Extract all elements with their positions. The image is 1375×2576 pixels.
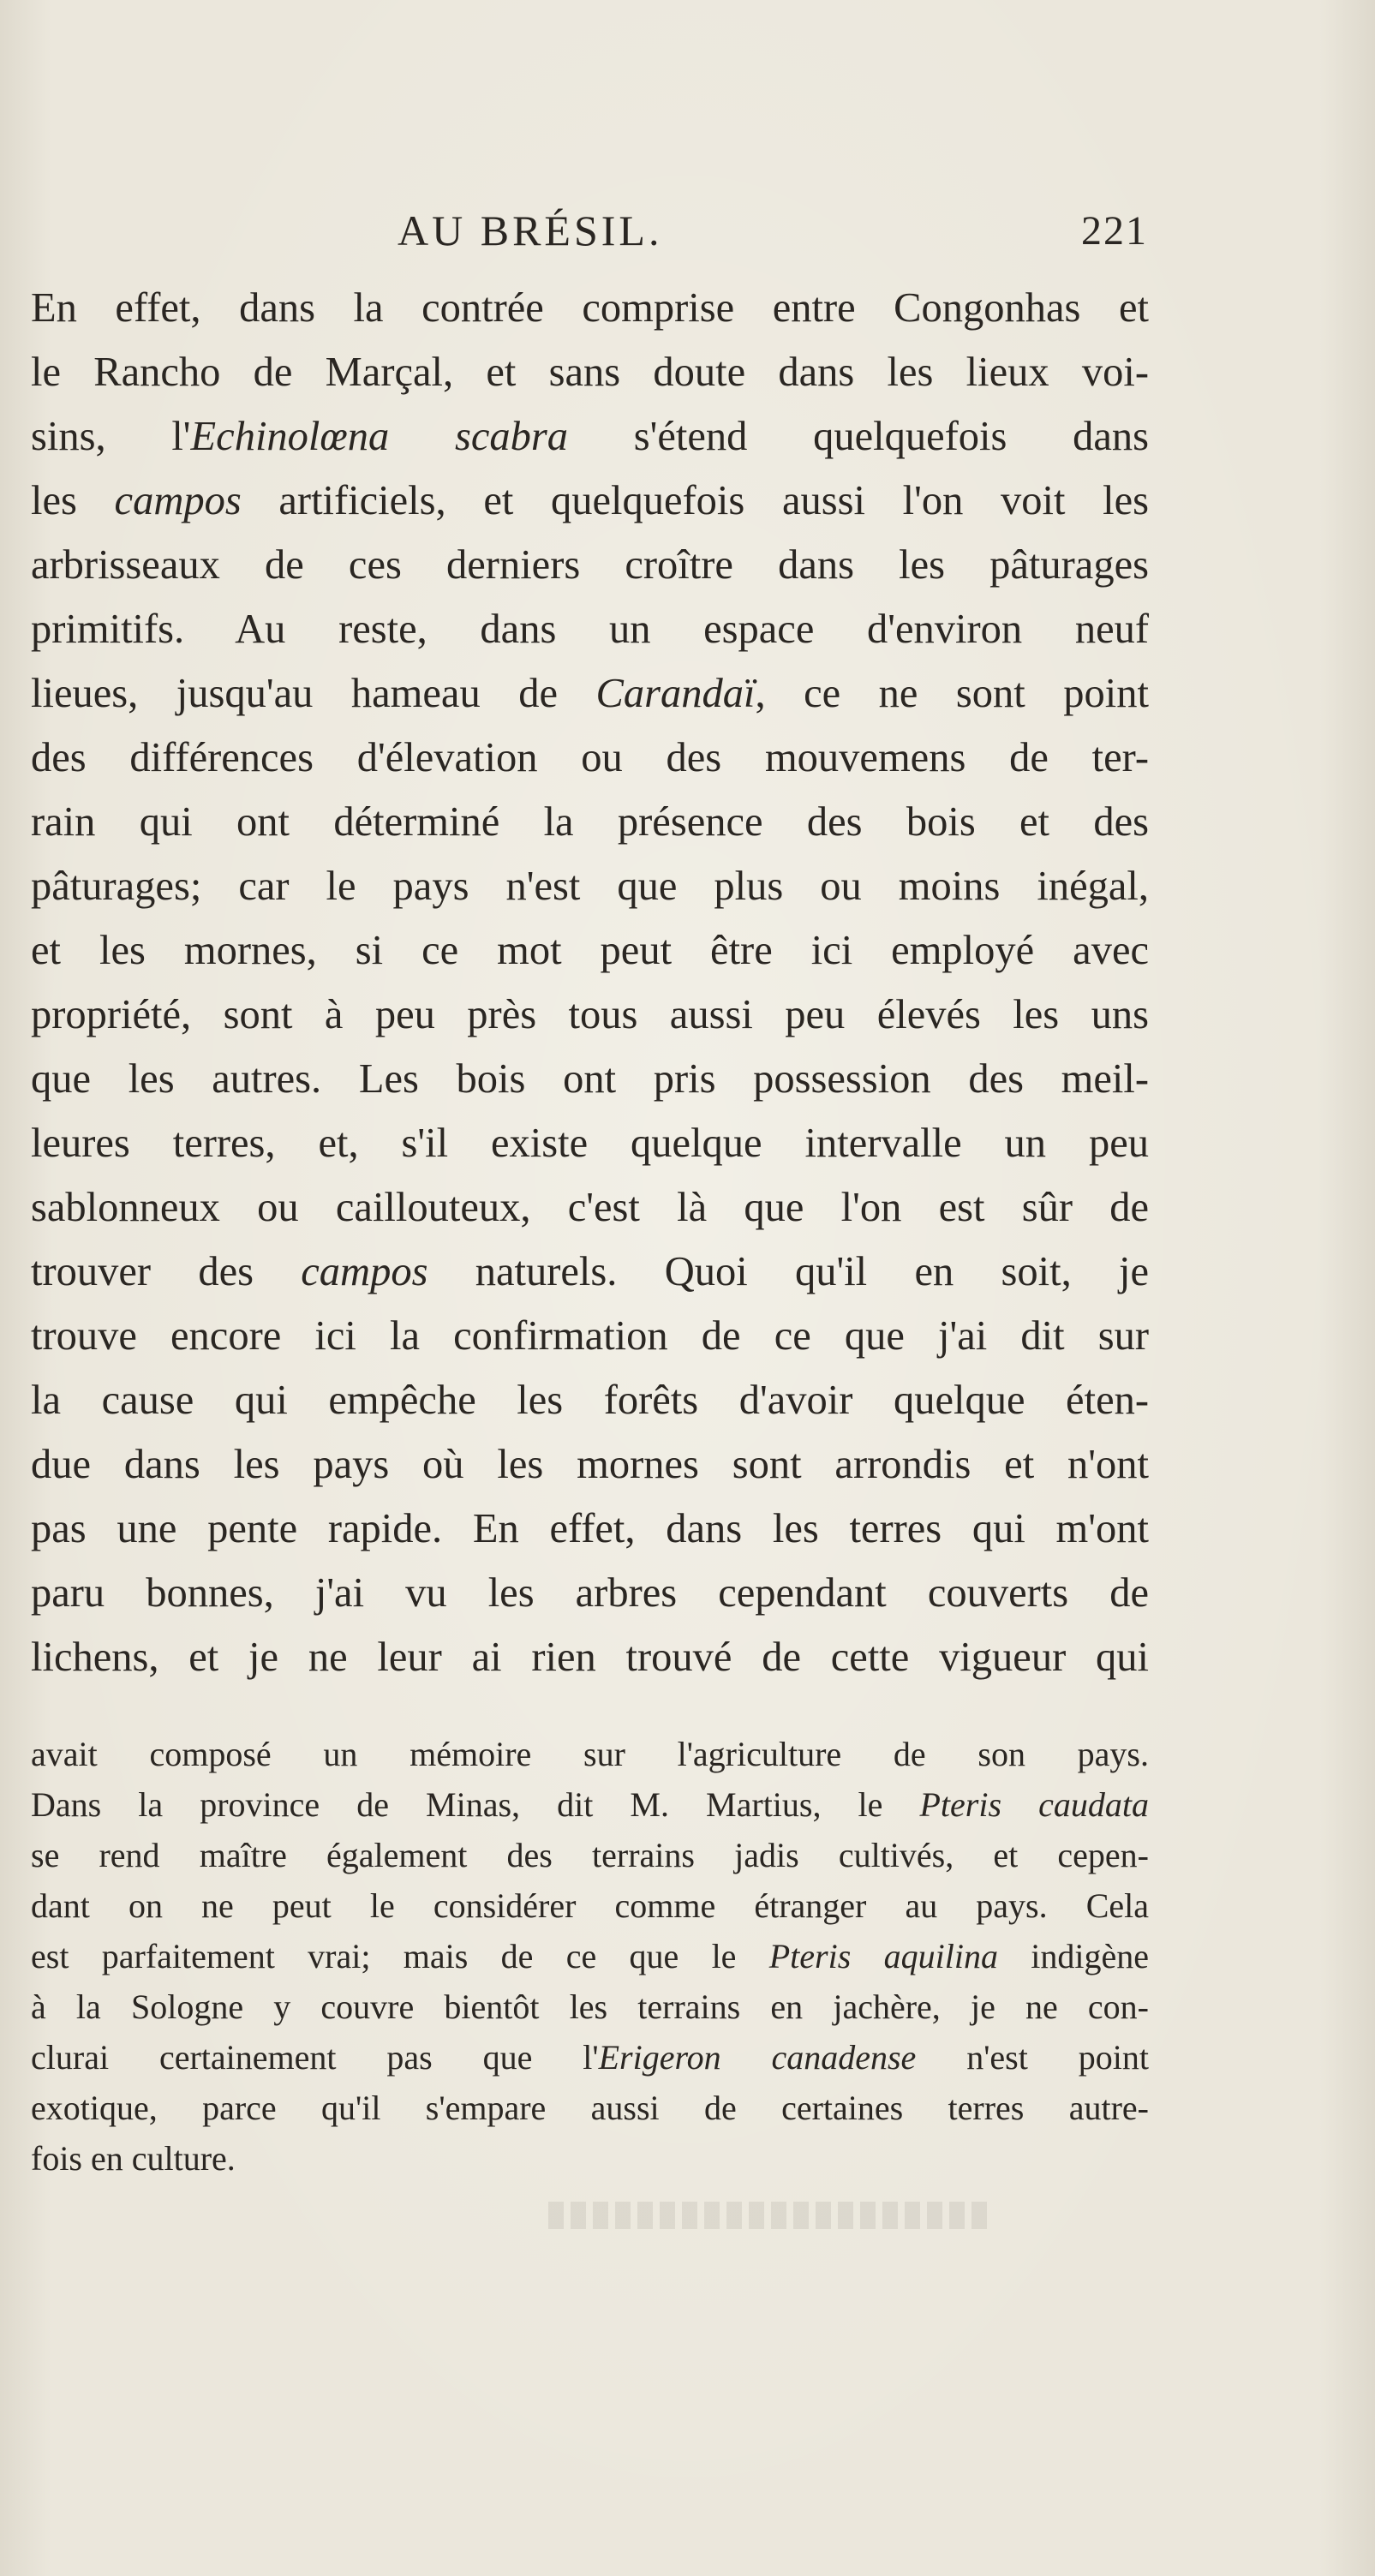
footnote-line <box>31 2083 1149 2133</box>
footnote-line <box>31 1981 1149 2032</box>
text-run: sins, l' <box>31 414 191 459</box>
text-run: et les mornes, si ce mot peut être ici employé avec <box>31 928 1149 973</box>
footnote-line <box>31 2032 1149 2083</box>
text-run: naturels. Quoi qu'il en soit, je <box>427 1249 1149 1294</box>
footnote-line <box>31 1830 1149 1880</box>
body-line <box>31 1497 1149 1561</box>
text-run: arbrisseaux de ces derniers croître dans les pâturages <box>31 542 1149 588</box>
text-run: indigène <box>997 1937 1149 1975</box>
text-run: le Rancho de Marçal, et sans doute dans les lieux voi- <box>31 350 1149 395</box>
text-run: lieues, jusqu'au hameau de <box>31 671 596 716</box>
text-run: les <box>31 478 115 523</box>
text-run: à la Sologne y couvre bientôt les terrains en jachère, je ne con- <box>31 1987 1149 2026</box>
text-run: primitifs. Au reste, dans un espace d'environ neuf <box>31 607 1149 652</box>
footnote-line <box>31 1729 1149 1779</box>
text-run: trouve encore ici la confirmation de ce que j'ai dit sur <box>31 1313 1149 1359</box>
body-line <box>31 469 1149 533</box>
italic-term: campos <box>301 1249 428 1294</box>
body-line <box>31 790 1149 854</box>
text-run: dant on ne peut le considérer comme étranger au pays. Cela <box>31 1886 1149 1925</box>
text-run: Dans la province de Minas, dit M. Martius, le <box>31 1785 920 1824</box>
body-line <box>31 854 1149 918</box>
text-run: fois en culture. <box>31 2139 236 2178</box>
text-run: trouver des <box>31 1249 302 1294</box>
text-run: propriété, sont à peu près tous aussi peu élevés les uns <box>31 992 1149 1037</box>
body-line <box>31 983 1149 1047</box>
text-run: artificiels, et quelquefois aussi l'on voit les <box>241 478 1149 523</box>
italic-term: campos <box>114 478 242 523</box>
text-run: la cause qui empêche les forêts d'avoir quelque éten- <box>31 1378 1149 1423</box>
text-run: s'étend quelquefois dans <box>568 414 1149 459</box>
footnote-block <box>31 1729 1149 2184</box>
text-run: paru bonnes, j'ai vu les arbres cependant couverts de <box>31 1570 1149 1616</box>
text-run: n'est point <box>916 2038 1149 2077</box>
italic-term: Erigeron canadense <box>598 2038 917 2077</box>
text-run: que les autres. Les bois ont pris possession des meil- <box>31 1056 1149 1102</box>
body-line <box>31 661 1149 726</box>
text-run: pas une pente rapide. En effet, dans les terres qui m'ont <box>31 1506 1149 1551</box>
italic-term: Pteris aquilina <box>768 1937 998 1975</box>
footnote-line <box>31 1931 1149 1981</box>
body-line <box>31 1368 1149 1432</box>
text-run: leures terres, et, s'il existe quelque intervalle un peu <box>31 1121 1149 1166</box>
body-line <box>31 1111 1149 1175</box>
text-run: pâturages; car le pays n'est que plus ou moins inégal, <box>31 864 1149 909</box>
text-run: lichens, et je ne leur ai rien trouvé de cette vigueur qui <box>31 1635 1149 1680</box>
text-run: avait composé un mémoire sur l'agriculture de son pays. <box>31 1735 1149 1773</box>
footnote-line <box>31 2133 1149 2184</box>
text-run: En effet, dans la contrée comprise entre Congonhas et <box>31 285 1149 331</box>
body-line <box>31 726 1149 790</box>
text-run: , ce ne sont point <box>755 671 1149 716</box>
body-line <box>31 404 1149 469</box>
body-line <box>31 1432 1149 1497</box>
italic-term: Pteris caudata <box>919 1785 1149 1824</box>
text-run: est parfaitement vrai; mais de ce que le <box>31 1937 769 1975</box>
main-text-block <box>31 276 1149 1689</box>
running-title: AU BRÉSIL. <box>398 206 663 254</box>
footnote-line <box>31 1880 1149 1931</box>
footnote-line <box>31 1779 1149 1830</box>
italic-term: Carandaï <box>595 671 756 716</box>
text-run: se rend maître également des terrains jadis cultivés, et cepen- <box>31 1836 1149 1874</box>
body-line <box>31 597 1149 661</box>
text-run: sablonneux ou caillouteux, c'est là que l'on est sûr de <box>31 1185 1149 1230</box>
text-run: des différences d'élevation ou des mouvemens de ter- <box>31 735 1149 780</box>
running-head <box>33 206 1146 266</box>
text-run: clurai certainement pas que l' <box>31 2038 599 2077</box>
page-number: 221 <box>1081 208 1148 254</box>
bleed-through-text <box>548 2202 994 2229</box>
body-line <box>31 533 1149 597</box>
body-line <box>31 340 1149 404</box>
text-run: due dans les pays où les mornes sont arrondis et n'ont <box>31 1442 1149 1487</box>
body-line <box>31 1175 1149 1240</box>
body-line <box>31 1047 1149 1111</box>
text-run: rain qui ont déterminé la présence des bois et des <box>31 799 1149 845</box>
body-line <box>31 1304 1149 1368</box>
body-line <box>31 1625 1149 1689</box>
body-line <box>31 276 1149 340</box>
text-run: exotique, parce qu'il s'empare aussi de certaines terres autre- <box>31 2089 1149 2127</box>
body-line <box>31 1240 1149 1304</box>
italic-term: Echinolœna scabra <box>190 414 568 459</box>
body-line <box>31 918 1149 983</box>
body-line <box>31 1561 1149 1625</box>
